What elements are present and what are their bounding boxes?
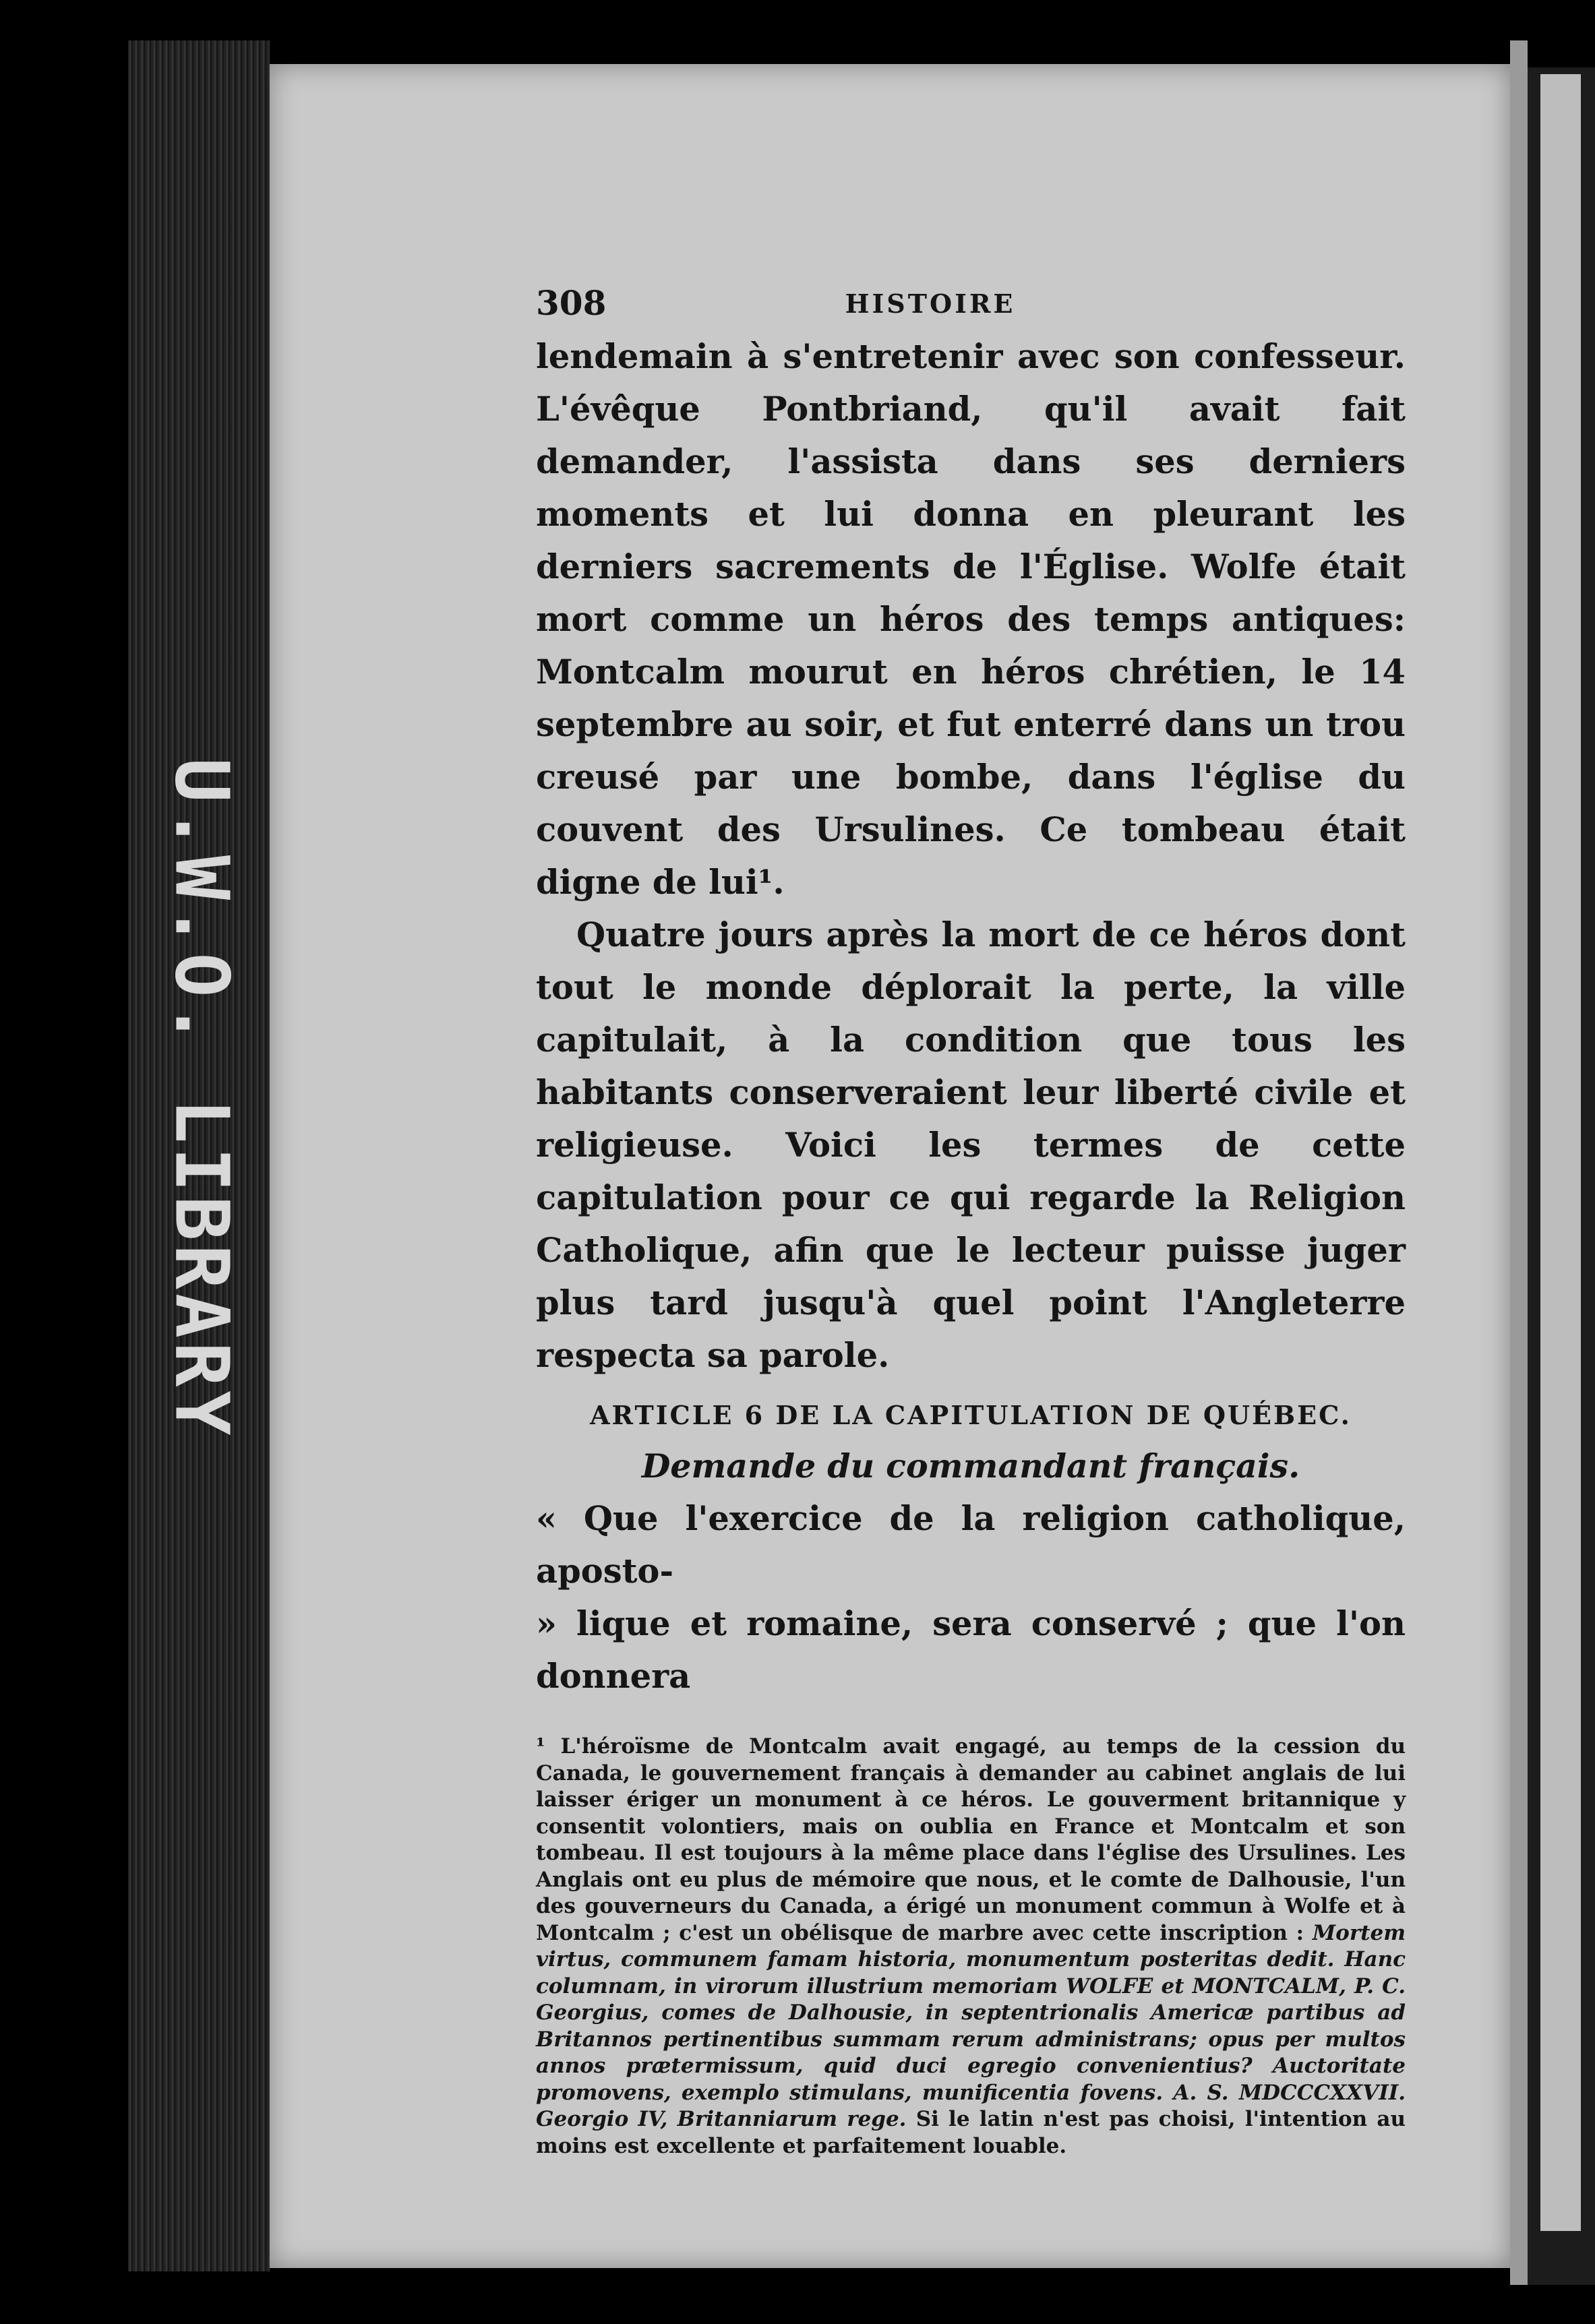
facing-page-sliver — [1540, 74, 1581, 2231]
library-stamp — [152, 758, 253, 1440]
body-text — [536, 330, 1406, 1382]
page-header — [536, 283, 1406, 330]
footnote-text-2: Si le latin n'est pas choisi, l'intention au moins est excellente et parfaitement louable. — [536, 2107, 1406, 2158]
page-number: 308 — [536, 283, 607, 323]
library-stamp-text: U.W.O. LIBRARY — [159, 758, 246, 1440]
footnote-paragraph — [536, 1734, 1406, 2160]
page-edge — [1510, 40, 1528, 2285]
footnote-latin-inscription: Mortem virtus, communem famam historia, monumentum posteritas dedit. Hanc columnam, in virorum illustrium memoriam WOLFE et MONTCALM, P. C. Georgius, comes de Dalhousie, in septentrionalis Americæ partibus ad Britannos pertinentibus summam rerum administrans; opus per multos annos prætermissum, quid duci egregio convenientius? Auctoritate promovens, exemplo stimulans, munificentia fovens. A. S. MDCCCXXVII. Georgio IV, Britanniarum rege. — [536, 1920, 1406, 2131]
quote-line-2: » lique et romaine, sera conservé ; que l'on donnera — [536, 1604, 1406, 1696]
article-heading: ARTICLE 6 DE LA CAPITULATION DE QUÉBEC. — [590, 1400, 1352, 1430]
page-content — [536, 283, 1406, 2160]
article-quote — [536, 1492, 1406, 1703]
paragraph-2: Quatre jours après la mort de ce héros dont tout le monde déplorait la perte, la ville capitulait, à la condition que tous les habitants conserveraient leur liberté civile et religieuse. Voici les termes de cette capitulation pour ce qui regarde la Religion Catholique, afin que le lecteur puisse juger plus tard jusqu'à quel point l'Angleterre respecta sa parole. — [536, 915, 1406, 1375]
paragraph-1: lendemain à s'entretenir avec son confesseur. L'évêque Pontbriand, qu'il avait fait demander, l'assista dans ses derniers moments et lui donna en pleurant les derniers sacrements de l'Église. Wolfe était mort comme un héros des temps antiques: Montcalm mourut en héros chrétien, le 14 septembre au soir, et fut enterré dans un trou creusé par une bombe, dans l'église du couvent des Ursulines. Ce tombeau était digne de lui¹. — [536, 337, 1406, 902]
quote-line-1: « Que l'exercice de la religion catholique, aposto- — [536, 1499, 1406, 1591]
footnote — [536, 1734, 1406, 2160]
footnote-text-1: ¹ L'héroïsme de Montcalm avait engagé, au temps de la cession du Canada, le gouvernement français à demander au cabinet anglais de lui laisser ériger un monument à ce héros. Le gouverment britannique y consentit volontiers, mais on oublia en France et Montcalm et son tombeau. Il est toujours à la même place dans l'église des Ursulines. Les Anglais ont eu plus de mémoire que nous, et le comte de Dalhousie, l'un des gouverneurs du Canada, a érigé un monument commun à Wolfe et à Montcalm ; c'est un obélisque de marbre avec cette inscription : — [536, 1734, 1406, 1945]
article-subheading: Demande du commandant français. — [641, 1446, 1300, 1486]
running-title: HISTOIRE — [845, 288, 1016, 319]
